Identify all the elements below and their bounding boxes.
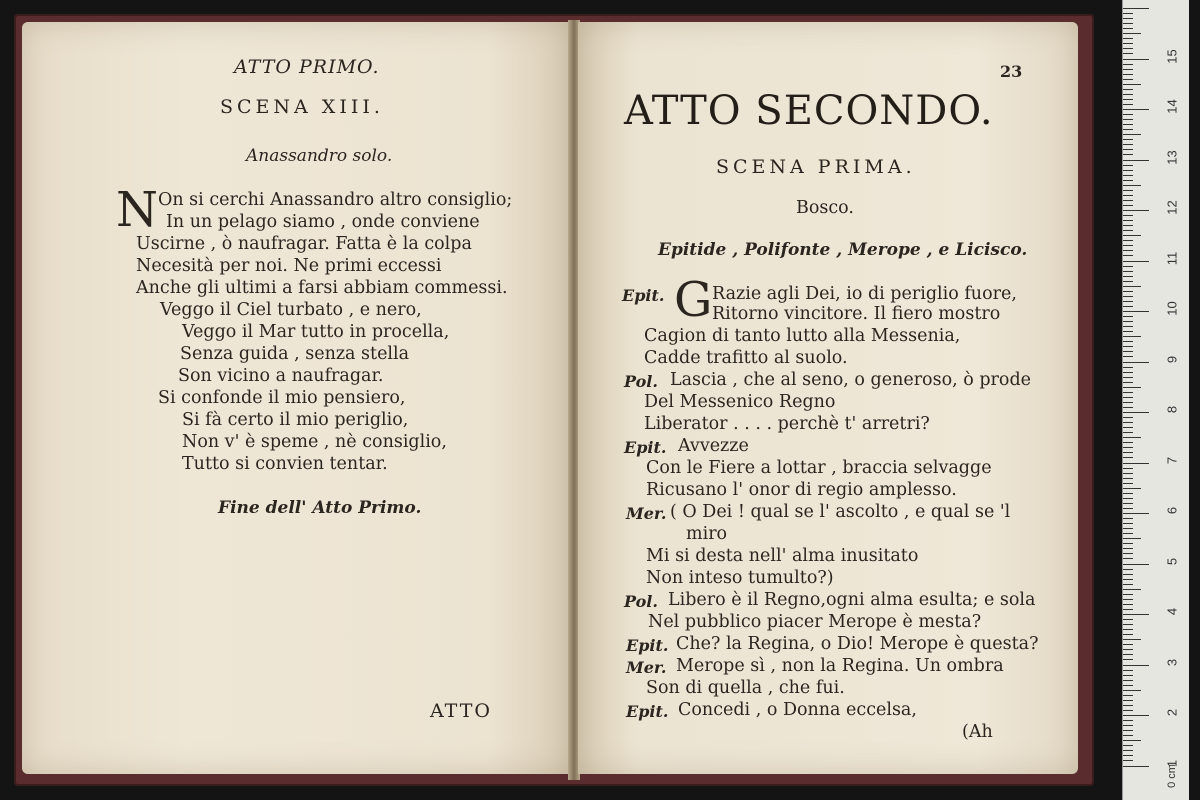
- ruler-tick: [1123, 245, 1133, 246]
- ruler-tick: [1123, 134, 1141, 135]
- dialogue-line: Ricusano l' onor di regio amplesso.: [646, 480, 957, 500]
- ruler-tick: [1123, 755, 1133, 756]
- ruler-tick: [1123, 160, 1149, 161]
- verse-line: Si confonde il mio pensiero,: [158, 388, 406, 408]
- ruler-tick: [1123, 528, 1133, 529]
- ruler-tick: [1123, 129, 1133, 130]
- ruler-tick: [1123, 670, 1133, 671]
- ruler-tick: [1123, 634, 1133, 635]
- ruler-tick: [1123, 432, 1133, 433]
- ruler-number: 13: [1164, 149, 1180, 165]
- verse-line: Veggo il Mar tutto in procella,: [182, 322, 450, 342]
- ruler-tick: [1123, 195, 1133, 196]
- dialogue-line: Merope sì , non la Regina. Un ombra: [676, 656, 1004, 676]
- ruler-tick: [1123, 392, 1133, 393]
- ruler-tick: [1123, 750, 1133, 751]
- ruler-tick: [1123, 18, 1133, 19]
- running-head: ATTO PRIMO.: [234, 56, 380, 78]
- ruler-tick: [1123, 170, 1133, 171]
- ruler-tick: [1123, 59, 1149, 60]
- verse-line: Uscirne , ò naufragar. Fatta è la colpa: [136, 234, 472, 254]
- ruler-number: 1: [1164, 759, 1180, 767]
- ruler-tick: [1123, 574, 1133, 575]
- ruler-tick: [1123, 407, 1133, 408]
- ruler-tick: [1123, 730, 1133, 731]
- ruler-tick: [1123, 619, 1133, 620]
- ruler-tick: [1123, 296, 1133, 297]
- verse-line: Si fà certo il mio periglio,: [182, 410, 409, 430]
- ruler-tick: [1123, 498, 1133, 499]
- ruler-number: 10: [1164, 301, 1180, 316]
- verse-line: Son vicino a naufragar.: [178, 366, 384, 386]
- dialogue-line: Ritorno vincitore. Il fiero mostro: [712, 304, 1001, 324]
- speaker-label: Pol.: [624, 592, 658, 611]
- ruler-tick: [1123, 437, 1141, 438]
- ruler-tick: [1123, 518, 1133, 519]
- dialogue-line: Nel pubblico piacer Merope è mesta?: [648, 612, 982, 632]
- ruler-number: 14: [1164, 99, 1180, 114]
- ruler-tick: [1123, 629, 1133, 630]
- speaker-label: Epit.: [622, 286, 665, 305]
- ruler-tick: [1123, 69, 1133, 70]
- ruler-tick: [1123, 23, 1133, 24]
- ruler-tick: [1123, 362, 1149, 363]
- ruler-tick: [1123, 675, 1133, 676]
- ruler-tick: [1123, 316, 1133, 317]
- ruler-tick: [1123, 735, 1133, 736]
- ruler-tick: [1123, 695, 1133, 696]
- ruler-tick: [1123, 665, 1149, 666]
- ruler-tick: [1123, 543, 1133, 544]
- ruler-tick: [1123, 281, 1133, 282]
- ruler-tick: [1123, 579, 1133, 580]
- ruler-tick: [1123, 291, 1133, 292]
- measurement-ruler: [1122, 0, 1189, 800]
- ruler-tick: [1123, 341, 1133, 342]
- ruler-tick: [1123, 483, 1133, 484]
- catchword: (Ah: [962, 722, 993, 742]
- ruler-number: 3: [1164, 658, 1180, 666]
- ruler-tick: [1123, 220, 1133, 221]
- ruler-tick: [1123, 250, 1133, 251]
- ruler-tick: [1123, 154, 1133, 155]
- ruler-tick: [1123, 200, 1133, 201]
- ruler-tick: [1123, 286, 1141, 287]
- dialogue-line: Del Messenico Regno: [644, 392, 836, 412]
- scene-setting: Bosco.: [796, 198, 854, 218]
- dialogue-line: Libero è il Regno,ogni alma esulta; e sola: [668, 590, 1036, 610]
- ruler-tick: [1123, 649, 1133, 650]
- ruler-tick: [1123, 367, 1133, 368]
- ruler-tick: [1123, 503, 1133, 504]
- ruler-tick: [1123, 8, 1149, 9]
- ruler-tick: [1123, 261, 1149, 262]
- ruler-tick: [1123, 210, 1149, 211]
- dialogue-line: Con le Fiere a lottar , braccia selvagge: [646, 458, 992, 478]
- speaker-label: Mer.: [626, 658, 667, 677]
- ruler-number: 5: [1164, 557, 1180, 565]
- ruler-tick: [1123, 48, 1133, 49]
- ruler-number: 4: [1164, 607, 1180, 616]
- ruler-tick: [1123, 624, 1133, 625]
- ruler-tick: [1123, 387, 1141, 388]
- right-page: [578, 22, 1078, 774]
- verse-line: Senza guida , senza stella: [180, 344, 410, 364]
- ruler-tick: [1123, 99, 1133, 100]
- ruler-tick: [1123, 311, 1149, 312]
- ruler-tick: [1123, 53, 1133, 54]
- ruler-tick: [1123, 614, 1149, 615]
- ruler-tick: [1123, 165, 1133, 166]
- ruler-tick: [1123, 180, 1133, 181]
- ruler-tick: [1123, 94, 1133, 95]
- ruler-number: 2: [1164, 708, 1180, 717]
- ruler-number: 9: [1164, 355, 1180, 363]
- ruler-tick: [1123, 725, 1133, 726]
- ruler-tick: [1123, 538, 1141, 539]
- scene-title: SCENA XIII.: [220, 96, 384, 118]
- left-page: [22, 22, 570, 774]
- ruler-tick: [1123, 240, 1133, 241]
- ruler-tick: [1123, 457, 1133, 458]
- ruler-tick: [1123, 700, 1133, 701]
- dialogue-line: Lascia , che al seno, o generoso, ò prode: [670, 370, 1031, 390]
- ruler-tick: [1123, 564, 1149, 565]
- ruler-tick: [1123, 276, 1133, 277]
- ruler-tick: [1123, 523, 1133, 524]
- ruler-tick: [1123, 175, 1133, 176]
- ruler-tick: [1123, 124, 1133, 125]
- page-number: 23: [1000, 62, 1023, 81]
- ruler-tick: [1123, 720, 1133, 721]
- dialogue-line: Concedi , o Donna eccelsa,: [678, 700, 917, 720]
- dialogue-line: ( O Dei ! qual se l' ascolto , e qual se 'l: [670, 502, 1011, 522]
- ruler-number: 6: [1164, 506, 1180, 515]
- ruler-tick: [1123, 493, 1133, 494]
- ruler-tick: [1123, 513, 1149, 514]
- ruler-tick: [1123, 144, 1133, 145]
- ruler-tick: [1123, 356, 1133, 357]
- verse-line: Tutto si convien tentar.: [182, 454, 388, 474]
- ruler-tick: [1123, 508, 1133, 509]
- dialogue-line: Non inteso tumulto?): [646, 568, 834, 588]
- ruler-tick: [1123, 584, 1133, 585]
- ruler-tick: [1123, 266, 1133, 267]
- dialogue-line: Cagion di tanto lutto alla Messenia,: [644, 326, 961, 346]
- ruler-tick: [1123, 609, 1133, 610]
- ruler-tick: [1123, 377, 1133, 378]
- verse-line: On si cerchi Anassandro altro consiglio;: [158, 190, 513, 210]
- catchword: ATTO: [430, 700, 492, 722]
- ruler-tick: [1123, 119, 1133, 120]
- verse-line: In un pelago siamo , onde conviene: [166, 212, 480, 232]
- ruler-tick: [1123, 79, 1133, 80]
- ruler-tick: [1123, 710, 1133, 711]
- ruler-tick: [1123, 255, 1133, 256]
- act-closing: Fine dell' Atto Primo.: [218, 498, 422, 518]
- speaker-label: Epit.: [626, 702, 669, 721]
- ruler-tick: [1123, 271, 1133, 272]
- ruler-tick: [1123, 690, 1141, 691]
- ruler-tick: [1123, 33, 1141, 34]
- dialogue-line: Avvezze: [678, 436, 749, 456]
- ruler-number: 12: [1164, 200, 1180, 215]
- ruler-number: 7: [1164, 456, 1180, 464]
- ruler-tick: [1123, 89, 1133, 90]
- ruler-tick: [1123, 372, 1133, 373]
- ruler-tick: [1123, 38, 1133, 39]
- ruler-tick: [1123, 558, 1133, 559]
- ruler-tick: [1123, 306, 1133, 307]
- ruler-tick: [1123, 680, 1133, 681]
- ruler-tick: [1123, 442, 1133, 443]
- ruler-tick: [1123, 230, 1133, 231]
- ruler-tick: [1123, 412, 1149, 413]
- ruler-tick: [1123, 594, 1133, 595]
- dialogue-line: Cadde trafitto al suolo.: [644, 348, 848, 368]
- ruler-tick: [1123, 28, 1133, 29]
- ruler-tick: [1123, 705, 1133, 706]
- ruler-tick: [1123, 548, 1133, 549]
- ruler-tick: [1123, 427, 1133, 428]
- ruler-tick: [1123, 740, 1141, 741]
- ruler-number: 8: [1164, 405, 1180, 414]
- ruler-tick: [1123, 225, 1133, 226]
- ruler-tick: [1123, 64, 1133, 65]
- ruler-tick: [1123, 301, 1133, 302]
- ruler-tick: [1123, 599, 1133, 600]
- ruler-tick: [1123, 43, 1133, 44]
- ruler-tick: [1123, 468, 1133, 469]
- ruler-tick: [1123, 139, 1133, 140]
- ruler-tick: [1123, 639, 1141, 640]
- dialogue-line: Che? la Regina, o Dio! Merope è questa?: [676, 634, 1039, 654]
- ruler-tick: [1123, 745, 1133, 746]
- ruler-tick: [1123, 215, 1133, 216]
- ruler-tick: [1123, 654, 1133, 655]
- ruler-tick: [1123, 488, 1141, 489]
- ruler-tick: [1123, 452, 1133, 453]
- ruler-tick: [1123, 331, 1133, 332]
- ruler-tick: [1123, 553, 1133, 554]
- ruler-tick: [1123, 185, 1141, 186]
- verse-line: Veggo il Ciel turbato , e nero,: [160, 300, 422, 320]
- speaker-label: Pol.: [624, 372, 658, 391]
- ruler-tick: [1123, 84, 1141, 85]
- ruler-tick: [1123, 346, 1133, 347]
- scene-title: SCENA PRIMA.: [716, 156, 916, 178]
- speaker-label: Epit.: [626, 636, 669, 655]
- ruler-tick: [1123, 463, 1149, 464]
- ruler-tick: [1123, 685, 1133, 686]
- ruler-tick: [1123, 114, 1133, 115]
- ruler-tick: [1123, 190, 1133, 191]
- ruler-tick: [1123, 447, 1133, 448]
- verse-line: Anche gli ultimi a farsi abbiam commessi.: [136, 278, 508, 298]
- ruler-tick: [1123, 533, 1133, 534]
- ruler-tick: [1123, 235, 1141, 236]
- drop-cap: N: [116, 182, 158, 238]
- dialogue-line: Razie agli Dei, io di periglio fuore,: [712, 284, 1017, 304]
- ruler-tick: [1123, 13, 1133, 14]
- ruler-tick: [1123, 351, 1133, 352]
- ruler-tick: [1123, 604, 1133, 605]
- ruler-tick: [1123, 478, 1133, 479]
- ruler-tick: [1123, 766, 1149, 767]
- ruler-tick: [1123, 321, 1133, 322]
- ruler-tick: [1123, 402, 1133, 403]
- dialogue-line: Son di quella , che fui.: [646, 678, 845, 698]
- speaker-label: Epit.: [624, 438, 667, 457]
- ruler-unit-label: 0 cm: [1166, 764, 1178, 788]
- speaker-label: Mer.: [626, 504, 667, 523]
- stage-direction: Anassandro solo.: [246, 146, 393, 166]
- ruler-tick: [1123, 74, 1133, 75]
- ruler-tick: [1123, 715, 1149, 716]
- ruler-tick: [1123, 205, 1133, 206]
- ruler-tick: [1123, 336, 1141, 337]
- act-title: ATTO SECONDO.: [624, 88, 994, 134]
- verse-line: Non v' è speme , nè consiglio,: [182, 432, 447, 452]
- ruler-tick: [1123, 326, 1133, 327]
- ruler-tick: [1123, 397, 1133, 398]
- ruler-tick: [1123, 760, 1133, 761]
- ruler-tick: [1123, 109, 1149, 110]
- ruler-tick: [1123, 422, 1133, 423]
- verse-line: Necesità per noi. Ne primi eccessi: [136, 256, 442, 276]
- ruler-tick: [1123, 659, 1133, 660]
- ruler-tick: [1123, 644, 1133, 645]
- ruler-number: 15: [1164, 48, 1180, 64]
- dialogue-line: miro: [686, 524, 728, 544]
- dialogue-line: Liberator . . . . perchè t' arretri?: [644, 414, 930, 434]
- ruler-tick: [1123, 149, 1133, 150]
- ruler-tick: [1123, 589, 1141, 590]
- ruler-number: 11: [1164, 251, 1180, 265]
- drop-cap: G: [674, 272, 713, 328]
- ruler-tick: [1123, 417, 1133, 418]
- ruler-tick: [1123, 382, 1133, 383]
- dialogue-line: Mi si desta nell' alma inusitato: [646, 546, 919, 566]
- ruler-tick: [1123, 569, 1133, 570]
- characters: Epitide , Polifonte , Merope , e Licisco.: [658, 240, 1028, 260]
- ruler-tick: [1123, 473, 1133, 474]
- ruler-tick: [1123, 104, 1133, 105]
